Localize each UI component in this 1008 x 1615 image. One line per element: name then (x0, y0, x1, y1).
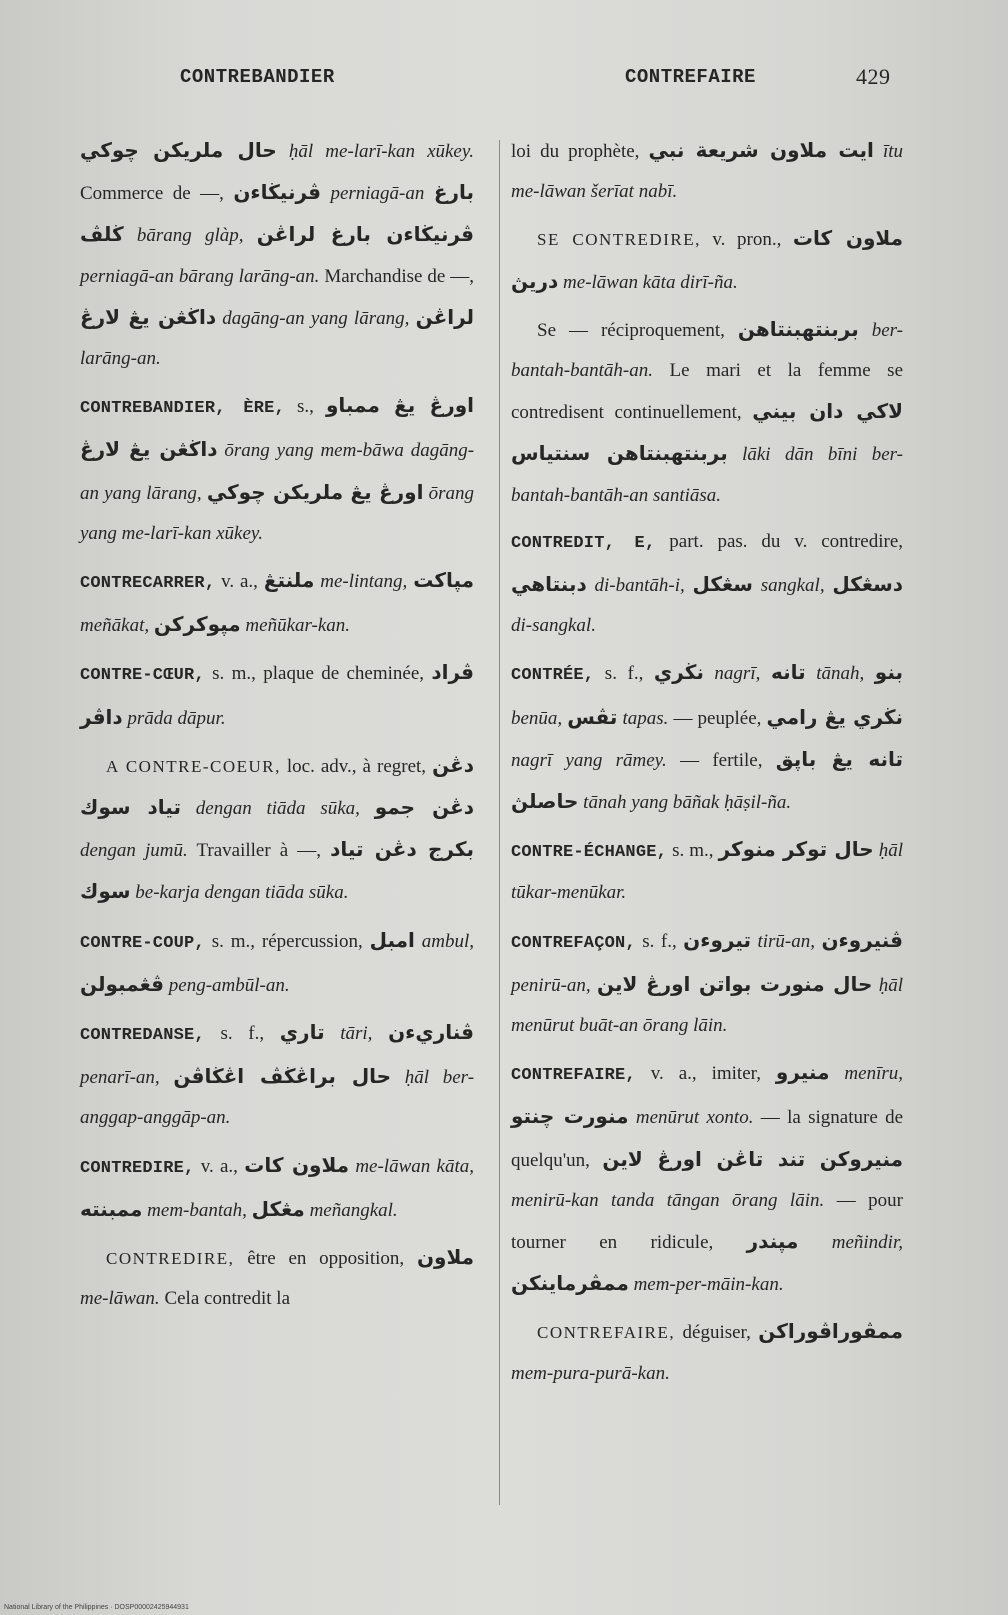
transliteration: mem-bantah, (147, 1199, 247, 1221)
headword: CONTRE-CŒUR, (80, 666, 205, 686)
jawi-text: مپوكركن (153, 612, 241, 637)
jawi-text: تانه يڠ باڽق حاصلڽ (511, 746, 904, 814)
transliteration: ambul, (421, 930, 474, 952)
transliteration: meñākat, (80, 615, 150, 637)
column-divider (499, 140, 500, 1505)
dictionary-entry (80, 1012, 474, 1139)
transliteration: ḥāl menūrut buāt-an ōrang lāin. (511, 974, 904, 1037)
jawi-text: بربنتهبنتاهن (737, 316, 859, 341)
dictionary-entry (511, 218, 903, 302)
jawi-text: ڤناريءن (388, 1020, 474, 1045)
jawi-text: منيروكن تند تاڠن اورڠ لاين (602, 1146, 903, 1171)
transliteration: peng-ambūl-an. (168, 974, 290, 996)
subentry-label: A CONTRE-COEUR, (106, 756, 281, 776)
transliteration: meñangkal. (309, 1199, 398, 1221)
french-text: s., (296, 396, 314, 418)
dictionary-entry (80, 920, 474, 1006)
transliteration: larāng-an. (80, 348, 161, 370)
subentry-label: CONTREDIRE, (106, 1249, 235, 1269)
jawi-text: ايت ملاون شريعة نبي (648, 138, 874, 162)
transliteration: ōrang yang me-larī-kan xūkey. (80, 482, 475, 544)
french-text: Le mari et la femme se contredisent continuellement, (511, 360, 904, 424)
french-text: — pour tourner en ridicule, (511, 1189, 903, 1254)
scan-footer: National Library of the Philippines · DOSP00002425944931 (4, 1604, 189, 1611)
transliteration: be-karja dengan tiāda sūka. (135, 882, 349, 904)
transliteration: dagāng-an yang lārang, (222, 307, 410, 329)
right-column (511, 130, 903, 1400)
dictionary-entry (511, 522, 903, 647)
transliteration: mem-pura-purā-kan. (511, 1362, 670, 1384)
dictionary-entry (80, 560, 474, 646)
french-text: Travailler à —, (196, 840, 322, 862)
jawi-text: تيروءن (683, 927, 751, 952)
headword: CONTREFAIRE, (511, 1066, 636, 1086)
jawi-text: حال توكر منوكر (718, 837, 874, 862)
french-text: Se — réciproquement, (537, 319, 725, 341)
dictionary-entry (80, 1145, 474, 1231)
jawi-text: اورڠ يڠ ملريكن چوكي (206, 479, 424, 504)
transliteration: tāri, (340, 1023, 373, 1045)
french-text: s. f., (220, 1023, 265, 1045)
jawi-text: لراڠن (415, 304, 475, 329)
french-text: v. a., (200, 1155, 238, 1177)
jawi-text: ملاون كات دريڽ (511, 226, 904, 293)
dictionary-entry (511, 1311, 903, 1393)
transliteration: menūrut xonto. (635, 1107, 754, 1129)
jawi-text: ڤرنيڬاءن بارغ لراڠن (256, 222, 475, 247)
jawi-text: حال براڠڬڤ اڠڬاڤن (173, 1064, 392, 1089)
transliteration: tānah yang bāñak ḥāṣil-ña. (583, 792, 792, 814)
transliteration: ḥāl tūkar-menūkar. (511, 840, 903, 904)
jawi-text: بنو (874, 660, 904, 685)
french-text: être en opposition, (247, 1248, 405, 1270)
transliteration: penirū-an, (511, 974, 591, 996)
jawi-text: داڬڠن يڠ لارڠ (80, 304, 217, 329)
headword: CONTRÉE, (511, 666, 595, 686)
transliteration: bārang glàp, (136, 225, 244, 247)
french-text: part. pas. du v. contredire, (669, 530, 903, 552)
transliteration: mem-per-māin-kan. (633, 1274, 784, 1296)
transliteration: menīru, (844, 1063, 903, 1085)
jawi-text: حال ملريكن چوكي (80, 138, 277, 162)
page-number: 429 (856, 64, 891, 89)
french-text: loc. adv., à regret, (286, 755, 427, 777)
transliteration: nagrī yang rāmey. (511, 749, 667, 771)
jawi-text: بكرج دڠن تياد سوك (80, 837, 474, 904)
transliteration: dengan jumū. (80, 840, 188, 862)
headword: CONTREDANSE, (80, 1026, 205, 1046)
jawi-text: مڠكل (251, 1196, 305, 1221)
transliteration: ḥāl me-larī-kan xūkey. (288, 141, 475, 162)
jawi-text: ممڤوراڤوراكن (758, 1319, 904, 1344)
jawi-text: ڤرنيڬاءن (233, 180, 321, 205)
jawi-text: ممڤرماينكن (511, 1271, 629, 1296)
transliteration: lāki dān bīni ber-bantah-bantāh-an santiāsa. (511, 444, 904, 506)
transliteration: ḥāl ber-anggap-anggāp-an. (80, 1067, 475, 1129)
french-text: v. pron., (712, 229, 782, 251)
french-text: — peuplée, (673, 707, 762, 729)
transliteration: prāda dāpur. (127, 707, 226, 729)
french-text: s. f., (604, 663, 644, 685)
jawi-text: دبنتاهي (511, 572, 587, 597)
transliteration: ōrang yang mem-bāwa dagāng-an yang lārang, (80, 440, 475, 504)
french-text: — fertile, (680, 749, 763, 771)
jawi-text: نڬري يڠ رامي (766, 704, 904, 729)
jawi-text: دڠن تياد سوك (80, 752, 475, 820)
jawi-text: مپندر (746, 1229, 799, 1254)
jawi-text: مپاكت (413, 568, 475, 593)
header-right-guideword: CONTREFAIRE (625, 66, 756, 88)
transliteration: dengan tiāda sūka, (195, 798, 360, 820)
jawi-text: دڠن جمو (374, 795, 475, 820)
headword: CONTREBANDIER, ÈRE, (80, 399, 285, 419)
jawi-text: ڤڠمبولن (80, 971, 165, 996)
jawi-text: تڤس (567, 704, 618, 729)
french-text: v. a., imiter, (650, 1063, 761, 1085)
transliteration: di-sangkal. (511, 615, 596, 637)
dictionary-entry (511, 920, 903, 1047)
headword: CONTREDIT, E, (511, 533, 656, 553)
transliteration: meñindir, (831, 1232, 903, 1254)
jawi-text: حال منورت بواتن اورڠ لاين (597, 971, 873, 996)
headword: CONTRE-ÉCHANGE, (511, 843, 668, 863)
jawi-text: لاكي دان بيني بربنتهبنتاهن سنتياس (511, 399, 904, 466)
transliteration: perniagā-an (330, 183, 425, 205)
transliteration: ber-bantah-bantāh-an. (511, 319, 903, 382)
french-text: déguiser, (682, 1322, 751, 1344)
transliteration: tapas. (622, 707, 669, 729)
jawi-text: نڬري (653, 660, 704, 685)
transliteration: penarī-an, (80, 1067, 160, 1089)
transliteration: tirū-an, (757, 930, 815, 952)
transliteration: sangkal, (760, 575, 825, 597)
transliteration: me-lāwan kāta dirī-ña. (563, 271, 738, 293)
transliteration: me-lintang, (320, 571, 408, 593)
dictionary-entry (511, 1052, 903, 1305)
transliteration: meñūkar-kan. (245, 615, 351, 637)
headword: CONTREFAÇON, (511, 933, 636, 953)
transliteration: me-lāwan. (80, 1288, 160, 1310)
jawi-text: بارغ ڬلڤ (80, 180, 475, 247)
dictionary-entry (80, 385, 474, 554)
dictionary-entry (511, 829, 903, 913)
jawi-text: منيرو (775, 1060, 830, 1085)
jawi-text: ڤنيروءن (821, 927, 904, 952)
headword: CONTREDIRE, (80, 1158, 195, 1178)
jawi-text: امبل (369, 927, 415, 952)
french-text: Marchandise de —, (324, 265, 474, 287)
transliteration: tānah, (816, 663, 865, 685)
running-header (0, 62, 1008, 92)
jawi-text: منورت چنتو (511, 1104, 629, 1129)
dictionary-entry (80, 652, 474, 738)
jawi-text: ملنتڠ (263, 568, 315, 593)
french-text: s. m., répercussion, (211, 930, 363, 952)
french-text: loi du prophète, (511, 141, 640, 162)
french-text: Commerce de —, (80, 183, 224, 205)
header-left-guideword: CONTREBANDIER (180, 66, 335, 88)
jawi-text: ملاون (416, 1245, 475, 1270)
dictionary-entry (511, 130, 903, 212)
french-text: s. m., (672, 840, 714, 862)
dictionary-entry (511, 309, 903, 516)
left-column (80, 130, 474, 1325)
headword: CONTRECARRER, (80, 574, 216, 594)
french-text: — la signature de quelqu'un, (511, 1107, 904, 1171)
jawi-text: تاري (279, 1020, 325, 1045)
transliteration: perniagā-an bārang larāng-an. (80, 265, 320, 287)
transliteration: ītu me-lāwan šerīat nabī. (511, 141, 904, 203)
french-text: s. f., (642, 930, 677, 952)
headword: CONTRE-COUP, (80, 933, 205, 953)
dictionary-entry (80, 130, 474, 379)
french-text: v. a., (221, 571, 258, 593)
dictionary-entry (511, 652, 903, 823)
jawi-text: سڠكل (692, 572, 753, 597)
subentry-label: CONTREFAIRE, (537, 1323, 676, 1343)
jawi-text: تانه (770, 660, 806, 685)
transliteration: nagrī, (714, 663, 761, 685)
dictionary-entry (80, 1237, 474, 1319)
jawi-text: ملاون كات (244, 1152, 350, 1177)
transliteration: benūa, (511, 707, 563, 729)
french-text: Cela contredit la (164, 1288, 290, 1310)
transliteration: menirū-kan tanda tāngan ōrang lāin. (511, 1189, 825, 1211)
jawi-text: ممبنته (80, 1196, 143, 1221)
subentry-label: SE CONTREDIRE, (537, 230, 701, 250)
transliteration: me-lāwan kāta, (355, 1155, 474, 1177)
transliteration: di-bantāh-i, (594, 575, 685, 597)
jawi-text: دسڠكل (832, 572, 904, 597)
jawi-text: اورڠ يڠ ممباو داڬڠن يڠ لارڠ (80, 393, 474, 462)
french-text: s. m., plaque de cheminée, (212, 663, 425, 685)
dictionary-entry (80, 745, 474, 914)
jawi-text: ڤراد داڤر (80, 660, 474, 729)
